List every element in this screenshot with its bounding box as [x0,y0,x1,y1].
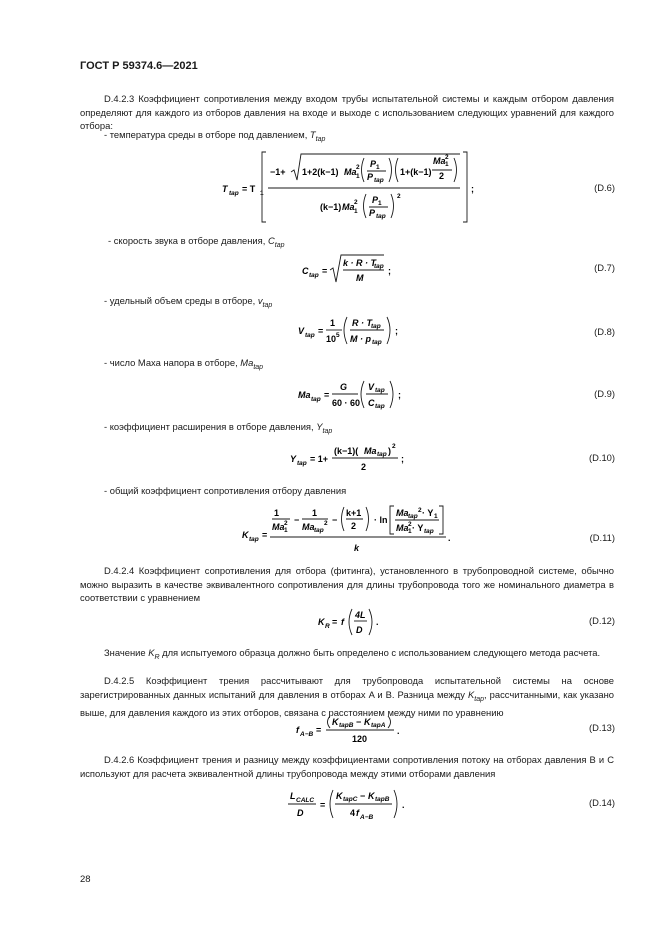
svg-text:1: 1 [330,318,336,328]
svg-text:f: f [296,725,299,735]
svg-text:tap: tap [305,332,315,339]
svg-text:120: 120 [352,734,368,744]
svg-text:): ) [388,446,391,456]
paragraph-text: для испытуемого образца должно быть определено с использованием следующего метода расчета. [159,647,601,658]
svg-text:2: 2 [392,443,396,450]
svg-text:tap: tap [375,387,385,394]
svg-text:L: L [290,791,296,801]
paragraph-d426: D.4.2.6 Коэффициент трения и разницу между коэффициентами сопротивления потоку на отборах давления B и C используют для расчета эквивалентной длины трубопровода между этими отборами давления [80,754,614,779]
svg-text:;: ; [401,454,404,464]
svg-text:K: K [242,530,249,540]
svg-text:T: T [222,184,228,194]
symbol: C [267,235,275,246]
equation-number-d10: (D.10) [588,452,615,463]
svg-text:2: 2 [445,154,449,161]
svg-text:M: M [356,273,364,283]
list-item-sound-speed [108,234,284,252]
svg-text:· Y: · Y [412,523,424,533]
svg-text:1+(k−1): 1+(k−1) [400,167,432,177]
svg-text:tap: tap [374,177,384,184]
list-item-specific-volume [104,294,272,312]
svg-text:tap: tap [372,339,382,346]
symbol-sub: tap [315,135,326,143]
list-item-mach-number [104,356,263,374]
svg-text:tap: tap [374,263,384,270]
svg-text:1: 1 [378,200,382,207]
svg-text:V: V [368,382,375,392]
symbol: Ma [240,357,254,368]
svg-text:G: G [340,382,348,392]
svg-text:2: 2 [361,462,367,472]
svg-text:Ma: Ma [342,202,355,212]
equation-number-d13: (D.13) [588,722,615,733]
svg-text:=: = [262,530,268,540]
list-item-expansion-factor [104,420,332,438]
svg-text:5: 5 [336,332,340,339]
list-item-text: - скорость звука в отборе давления, [108,235,268,246]
equation-d13 [294,713,414,747]
svg-text:P: P [367,172,374,182]
svg-text:R · T: R · T [352,318,372,328]
svg-text:1: 1 [284,527,288,534]
svg-text:Ma: Ma [396,523,409,533]
svg-text:−1+: −1+ [270,167,286,177]
page-number: 28 [80,874,91,885]
list-item-text: - коэффициент расширения в отборе давления, [104,421,317,432]
svg-text:2: 2 [324,520,328,527]
svg-text:tap: tap [371,323,381,330]
symbol-sub: tap [262,301,273,309]
svg-text:P: P [372,195,379,205]
svg-text:2: 2 [397,193,401,200]
paragraph-text: Значение [104,647,149,658]
svg-text:k · R · T: k · R · T [343,258,376,268]
svg-text:.: . [397,726,400,736]
svg-text:tap: tap [377,451,387,458]
svg-text:1: 1 [434,513,438,520]
list-item-text: - число Маха напора в отборе, [104,357,241,368]
equation-number-d9: (D.9) [594,388,615,399]
svg-text:Ma: Ma [272,522,285,532]
svg-text:Ma: Ma [364,446,377,456]
svg-text:4: 4 [350,808,356,818]
svg-text:tap: tap [376,213,386,220]
equation-d14 [286,786,416,822]
paragraph-d423: D.4.2.3 Коэффициент сопротивления между входом трубы испытательной системы и каждым отбором давления определяют для каждого из отборов давления на входе и выходе с использованием следующих уравнений для каждого отбора: [80,93,614,132]
svg-text:A−B: A−B [300,731,314,738]
equation-d6 [220,148,480,226]
svg-text:Ma: Ma [298,390,311,400]
svg-text:A−B: A−B [360,814,374,821]
svg-text:tap: tap [424,528,434,535]
svg-text:1: 1 [260,190,264,197]
svg-text:· ln: · ln [374,515,388,525]
svg-text:;: ; [471,184,474,194]
svg-text:=: = [316,725,322,735]
symbol: T [309,129,316,140]
svg-text:.: . [376,617,379,627]
svg-text:K: K [336,791,343,801]
svg-text:Y: Y [290,454,297,464]
svg-text:.: . [448,533,451,543]
svg-text:−: − [360,791,366,801]
svg-text:Ma: Ma [396,508,409,518]
svg-text:1: 1 [408,528,412,535]
symbol-sub: tap [253,363,264,371]
symbol: v [257,295,263,306]
equation-number-d12: (D.12) [588,615,615,626]
svg-text:;: ; [398,390,401,400]
svg-text:=: = [332,617,338,627]
svg-text:10: 10 [326,334,337,344]
svg-text:k+1: k+1 [346,508,362,518]
svg-text:K: K [368,791,375,801]
svg-text:tapB: tapB [375,796,390,803]
svg-text:Ma: Ma [433,156,446,166]
svg-text:1: 1 [312,508,318,518]
svg-text:C: C [368,398,375,408]
svg-text:2: 2 [356,164,360,171]
list-item-text: - удельный объем среды в отборе, [104,295,258,306]
svg-text:2: 2 [284,520,288,527]
paragraph-text: D.4.2.5 Коэффициент трения рассчитывают для трубопровода испытательной системы на основе зарегистрированных данных испытаний для давления в отборах A и B. Разница между [80,675,614,700]
svg-text:f: f [341,617,344,627]
svg-text:M · p: M · p [350,334,371,344]
svg-text:60 · 60: 60 · 60 [332,398,361,408]
equation-number-d14: (D.14) [588,797,615,808]
svg-text:2: 2 [408,521,412,528]
symbol-sub: tap [474,695,484,703]
svg-text:2: 2 [354,199,358,206]
svg-text:2: 2 [418,507,422,514]
paragraph-text: , рассчитанными, как указано выше, для давления каждого из этих отборов, связана с расстоянием между ними по уравнению [80,688,614,719]
svg-text:K: K [364,717,371,727]
svg-text:tap: tap [375,403,385,410]
paragraph-d424: D.4.2.4 Коэффициент сопротивления для отбора (фитинга), установленного в трубопроводной системе, обычно можно выразить в качестве эквивалентного сопротивления для длины трубопровода того же номинального диаметра в соответствии с уравнением [80,565,614,604]
symbol: Y [316,421,323,432]
equation-d12 [316,605,386,639]
svg-text:= T: = T [242,184,256,194]
symbol: K [148,647,155,658]
svg-text:· Y: · Y [422,508,434,518]
svg-text:P: P [369,208,376,218]
symbol: K [468,688,475,700]
svg-text:1: 1 [274,508,280,518]
symbol-sub: tap [322,427,333,435]
equation-d8 [296,312,406,350]
svg-text:V: V [298,326,305,336]
svg-text:K: K [318,617,325,627]
svg-text:1: 1 [354,208,358,215]
svg-text:2: 2 [351,521,357,531]
svg-text:C: C [302,266,309,276]
svg-text:1: 1 [376,164,380,171]
svg-text:tapB: tapB [339,722,354,729]
svg-text:−: − [356,717,362,727]
svg-text:tap: tap [408,513,418,520]
svg-text:;: ; [388,266,391,276]
equation-number-d6: (D.6) [594,182,615,193]
equation-d9 [296,376,406,412]
svg-text:Ma: Ma [344,167,357,177]
svg-text:tapC: tapC [343,796,358,803]
svg-text:;: ; [395,326,398,336]
paragraph-kr-value [80,646,614,664]
symbol-sub: tap [274,241,285,249]
document-header: ГОСТ Р 59374.6—2021 [80,60,198,72]
equation-number-d8: (D.8) [594,326,615,337]
svg-text:=: = [322,266,328,276]
svg-text:tap: tap [311,396,321,403]
svg-text:1+2(k−1): 1+2(k−1) [302,167,339,177]
svg-text:R: R [325,623,330,630]
svg-text:=: = [318,326,324,336]
svg-text:D: D [356,625,363,635]
svg-text:=: = [320,800,326,810]
svg-text:(k−1)(: (k−1)( [334,446,359,456]
svg-text:1: 1 [356,173,360,180]
svg-text:−: − [332,515,338,525]
list-item-total-coefficient: - общий коэффициент сопротивления отбору давления [104,485,347,496]
svg-text:4L: 4L [355,610,366,620]
svg-text:tapA: tapA [371,722,386,729]
svg-text:CALC: CALC [296,797,315,804]
svg-text:D: D [297,808,304,818]
list-item-temperature [104,128,325,146]
svg-text:(k−1): (k−1) [320,202,342,212]
svg-text:tap: tap [309,272,319,279]
svg-text:=: = [324,390,330,400]
symbol-sub: R [154,653,160,661]
equation-d7 [300,252,400,288]
svg-text:−: − [294,515,300,525]
svg-text:K: K [332,717,339,727]
svg-text:k: k [354,543,360,553]
svg-text:tap: tap [229,190,239,197]
svg-text:Ma: Ma [302,522,315,532]
svg-text:tap: tap [297,460,307,467]
svg-text:tap: tap [314,527,324,534]
equation-number-d7: (D.7) [594,262,615,273]
svg-text:= 1+: = 1+ [310,454,329,464]
svg-text:1: 1 [445,161,449,168]
svg-text:P: P [370,159,377,169]
equation-number-d11: (D.11) [589,532,615,543]
svg-text:2: 2 [439,171,445,181]
svg-text:f: f [356,808,359,818]
equation-d10 [288,440,412,476]
svg-text:tap: tap [249,536,259,543]
equation-d11 [240,504,462,558]
list-item-text: - температура среды в отборе под давлением, [104,129,310,140]
svg-text:.: . [402,800,405,810]
